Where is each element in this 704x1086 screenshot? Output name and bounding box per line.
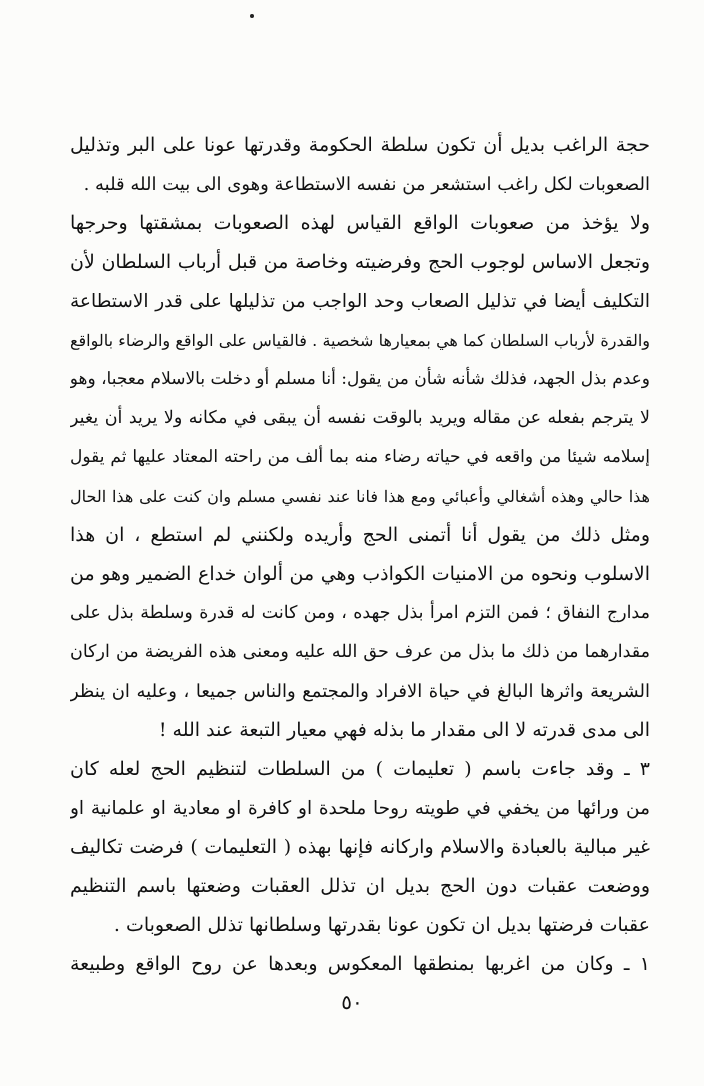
- text-line: الصعوبات لكل راغب استشعر من نفسه الاستطاعة وهوى الى بيت الله قلبه .: [83, 174, 650, 195]
- text-line: الشريعة واثرها البالغ في حياة الافراد والمجتمع والناس جميعا ، وعليه ان ينظر: [70, 681, 650, 702]
- text-line: والقدرة لأرباب السلطان كما هي بمعيارها شخصية . فالقياس على الواقع والرضاء بالواقع: [70, 331, 650, 350]
- text-line: هذا حالي وهذه أشغالي وأعبائي ومع هذا فانا عند نفسي مسلم وان كنت على هذا الحال: [70, 487, 650, 506]
- text-line: حجة الراغب بديل أن تكون سلطة الحكومة وقدرتها عونا على البر وتذليل: [70, 134, 650, 156]
- body-text: [70, 126, 650, 984]
- text-line: الاسلوب ونحوه من الامنيات الكواذب وهي من ألوان خداع الضمير وهو من: [70, 563, 650, 585]
- text-line: ٣ ـ وقد جاءت باسم ( تعليمات ) من السلطات لتنظيم الحج لعله كان: [70, 758, 650, 780]
- text-line: لا يترجم بفعله عن مقاله ويريد بالوقت نفسه أن يبقى في مكانه ولا يريد أن يغير: [70, 408, 650, 428]
- text-line: التكليف أيضا في تذليل الصعاب وحد الواجب من تذليلها على قدر الاستطاعة: [70, 291, 650, 312]
- text-line: من ورائها من يخفي في طويته روحا ملحدة او كافرة او معادية او علمانية او: [70, 798, 650, 819]
- text-line: وتجعل الاساس لوجوب الحج وفرضيته وخاصة من قبل أرباب السلطان لأن: [70, 251, 650, 273]
- text-line: مدارج النفاق ؛ فمن التزم امرأ بذل جهده ، ومن كانت له قدرة وسلطة بذل على: [70, 603, 650, 623]
- page-mark-dot: [250, 14, 254, 18]
- text-line: ١ ـ وكان من اغربها بمنطقها المعكوس وبعدها عن روح الواقع وطبيعة: [70, 953, 650, 975]
- text-line: إسلامه شيئا من واقعه في حياته رضاء منه بما ألف من راحته المعتاد عليها ثم يقول: [70, 447, 650, 467]
- text-line: وعدم بذل الجهد، فذلك شأنه شأن من يقول: أنا مسلم أو دخلت بالاسلام معجبا، وهو: [70, 369, 650, 389]
- page-number: ٥٠: [341, 990, 363, 1014]
- text-line: عقبات فرضتها بديل ان تكون عونا بقدرتها وسلطانها تذلل الصعوبات .: [113, 914, 650, 936]
- text-line: الى مدى قدرته لا الى مقدار ما بذله فهي معيار التبعة عند الله !: [158, 719, 650, 741]
- text-line: مقدارهما من ذلك ما بذل من عرف حق الله عليه ومعنى هذه الفريضة من اركان: [70, 642, 650, 662]
- text-line: ولا يؤخذ من صعوبات الواقع القياس لهذه الصعوبات بمشقتها وحرجها: [70, 212, 650, 234]
- text-line: ومثل ذلك من يقول أنا أتمنى الحج وأريده ولكنني لم استطع ، ان هذا: [70, 524, 650, 546]
- text-line: غير مبالية بالعبادة والاسلام واركانه فإنها بهذه ( التعليمات ) فرضت تكاليف: [70, 836, 650, 858]
- text-line: ووضعت عقبات دون الحج بديل ان تذلل العقبات وضعتها باسم التنظيم: [70, 875, 650, 897]
